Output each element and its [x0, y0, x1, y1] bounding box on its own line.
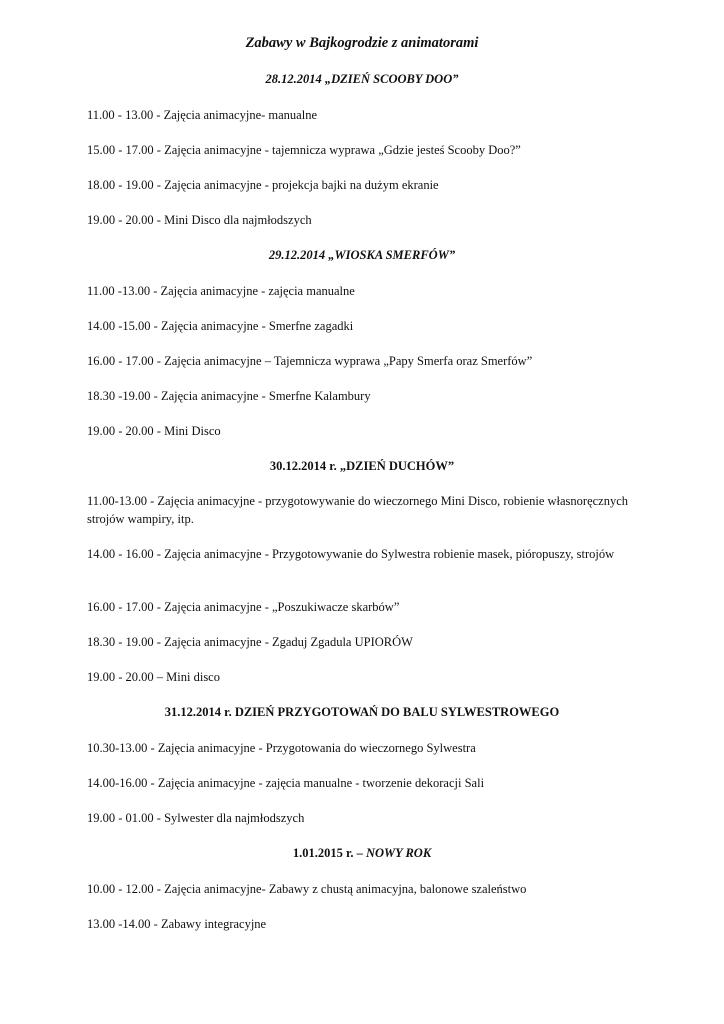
schedule-item: 14.00-16.00 - Zajęcia animacyjne - zajęcia manualne - tworzenie dekoracji Sali — [87, 776, 485, 790]
day-heading-31-12: 31.12.2014 r. DZIEŃ PRZYGOTOWAŃ DO BALU SYLWESTROWEGO — [164, 705, 560, 719]
schedule-item: 13.00 -14.00 - Zabawy integracyjne — [87, 917, 267, 931]
schedule-item: 10.30-13.00 - Zajęcia animacyjne - Przygotowania do wieczornego Sylwestra — [87, 741, 476, 755]
schedule-item: 18.00 - 19.00 - Zajęcia animacyjne - projekcja bajki na dużym ekranie — [87, 178, 439, 192]
day-heading-28-12: 28.12.2014 „DZIEŃ SCOOBY DOO” — [265, 72, 459, 86]
day-heading-01-01 — [0, 846, 724, 861]
document-title: Zabawy w Bajkogrodzie z animatorami — [245, 35, 479, 51]
schedule-item: 19.00 - 20.00 – Mini disco — [87, 670, 220, 684]
schedule-item: 15.00 - 17.00 - Zajęcia animacyjne - tajemnicza wyprawa „Gdzie jesteś Scooby Doo?” — [87, 143, 521, 157]
schedule-item: 16.00 - 17.00 - Zajęcia animacyjne - „Poszukiwacze skarbów” — [87, 600, 400, 614]
schedule-item: 11.00 -13.00 - Zajęcia animacyjne - zajęcia manualne — [87, 284, 355, 298]
schedule-item: 16.00 - 17.00 - Zajęcia animacyjne – Tajemnicza wyprawa „Papy Smerfa oraz Smerfów” — [87, 354, 533, 368]
schedule-item: 11.00 - 13.00 - Zajęcia animacyjne- manualne — [87, 108, 317, 122]
schedule-item: 11.00-13.00 - Zajęcia animacyjne - przygotowywanie do wieczornego Mini Disco, robienie własnoręcznych strojów wampiry, itp. — [87, 494, 629, 526]
day-heading-date: 1.01.2015 r. – — [292, 846, 366, 860]
schedule-item: 18.30 -19.00 - Zajęcia animacyjne - Smerfne Kalambury — [87, 389, 371, 403]
schedule-item: 19.00 - 20.00 - Mini Disco dla najmłodszych — [87, 213, 312, 227]
day-heading-30-12: 30.12.2014 r. „DZIEŃ DUCHÓW” — [269, 459, 455, 473]
day-heading-29-12: 29.12.2014 „WIOSKA SMERFÓW” — [268, 248, 456, 262]
schedule-item: 14.00 - 16.00 - Zajęcia animacyjne - Przygotowywanie do Sylwestra robienie masek, pióropuszy, strojów — [87, 547, 615, 561]
day-heading-theme: NOWY ROK — [365, 846, 432, 860]
schedule-item: 19.00 - 01.00 - Sylwester dla najmłodszych — [87, 811, 305, 825]
schedule-item: 18.30 - 19.00 - Zajęcia animacyjne - Zgaduj Zgadula UPIORÓW — [87, 635, 413, 649]
schedule-item: 14.00 -15.00 - Zajęcia animacyjne - Smerfne zagadki — [87, 319, 354, 333]
schedule-item: 19.00 - 20.00 - Mini Disco — [87, 424, 221, 438]
schedule-item: 10.00 - 12.00 - Zajęcia animacyjne- Zabawy z chustą animacyjna, balonowe szaleństwo — [87, 882, 527, 896]
